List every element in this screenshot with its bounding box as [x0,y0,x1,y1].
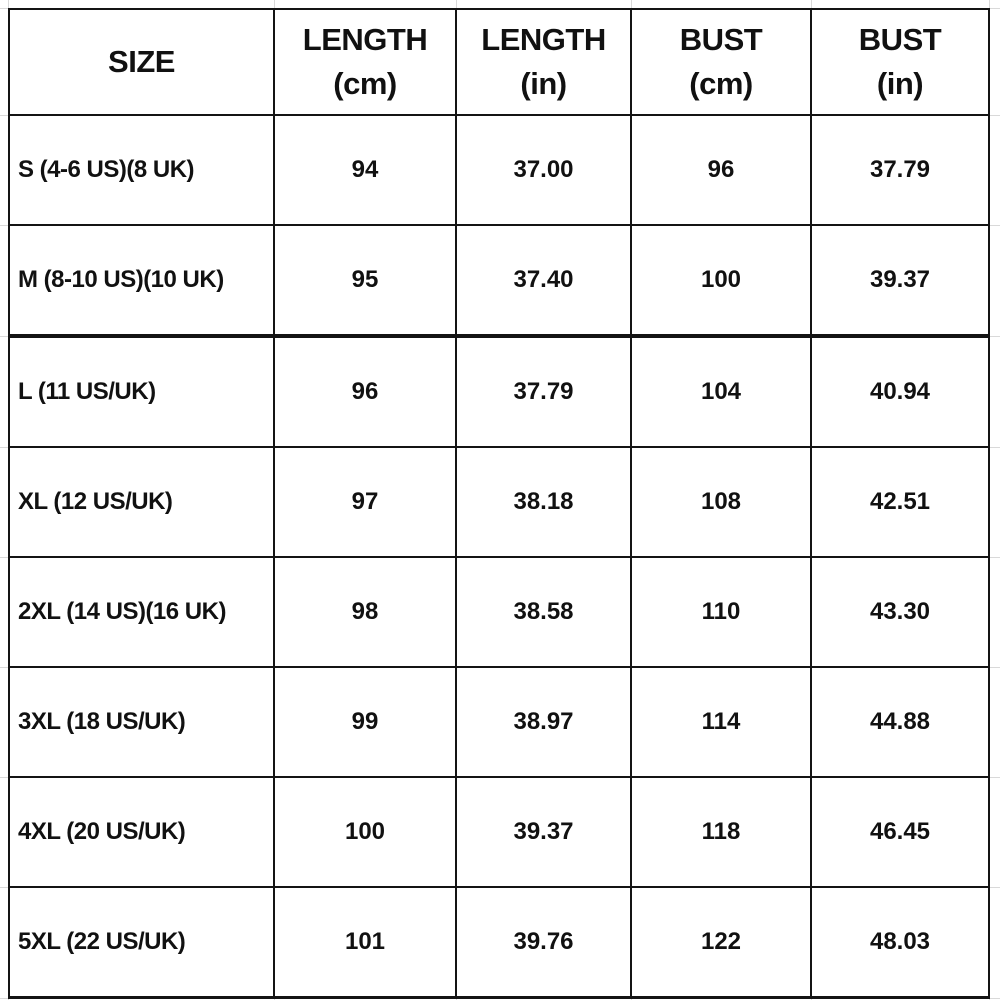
bust-cm-cell: 110 [631,557,811,667]
gridline-stub [0,777,8,778]
column-header-label: LENGTH [302,22,428,57]
bust-in-cell: 46.45 [811,777,989,887]
gridline-stub [990,667,1000,668]
gridline-stub [990,777,1000,778]
size-cell: 2XL (14 US)(16 UK) [9,557,274,667]
size-cell: 5XL (22 US/UK) [9,887,274,998]
bust-cm-cell: 114 [631,667,811,777]
length-in-cell: 37.40 [456,225,631,336]
gridline-stub [0,557,8,558]
length-cm-cell: 101 [274,887,456,998]
length-in-cell: 38.18 [456,447,631,557]
length-cm-cell: 98 [274,557,456,667]
size-cell: 4XL (20 US/UK) [9,777,274,887]
size-cell: L (11 US/UK) [9,336,274,447]
length-in-cell: 37.00 [456,115,631,225]
column-header-length-in [456,9,631,115]
size-cell: S (4-6 US)(8 UK) [9,115,274,225]
length-in-cell: 39.37 [456,777,631,887]
gridline-stub [0,225,8,226]
size-cell: 3XL (18 US/UK) [9,667,274,777]
table-row-4xl [9,777,989,887]
length-in-cell: 39.76 [456,887,631,998]
column-header-label: SIZE [108,44,175,79]
bust-in-cell: 48.03 [811,887,989,998]
bust-in-cell: 37.79 [811,115,989,225]
size-cell: M (8-10 US)(10 UK) [9,225,274,336]
column-header-bust-cm [631,9,811,115]
column-header-bust-in [811,9,989,115]
gridline-stub [0,998,8,999]
length-cm-cell: 97 [274,447,456,557]
length-cm-cell: 95 [274,225,456,336]
table-row-l [9,336,989,447]
length-in-cell: 37.79 [456,336,631,447]
bust-cm-cell: 100 [631,225,811,336]
column-header-unit: (in) [520,66,567,101]
column-header-length-cm [274,9,456,115]
length-in-cell: 38.58 [456,557,631,667]
gridline-stub [0,8,8,9]
gridline-stub [990,336,1000,337]
length-cm-cell: 96 [274,336,456,447]
bust-in-cell: 42.51 [811,447,989,557]
gridline-stub [989,0,990,8]
size-chart-table [8,8,990,999]
gridline-stub [990,887,1000,888]
table-row-3xl [9,667,989,777]
gridline-stub [811,0,812,8]
gridline-stub [631,0,632,8]
gridline-stub [990,557,1000,558]
bust-in-cell: 39.37 [811,225,989,336]
gridline-stub [456,0,457,8]
gridline-stub [0,887,8,888]
column-header-unit: (cm) [333,66,397,101]
length-cm-cell: 100 [274,777,456,887]
bust-in-cell: 40.94 [811,336,989,447]
bust-cm-cell: 122 [631,887,811,998]
length-cm-cell: 99 [274,667,456,777]
bust-cm-cell: 96 [631,115,811,225]
bust-cm-cell: 108 [631,447,811,557]
table-row-s [9,115,989,225]
gridline-stub [0,447,8,448]
table-row-xl [9,447,989,557]
gridline-stub [274,0,275,8]
header-row [9,9,989,115]
gridline-stub [990,115,1000,116]
bust-in-cell: 44.88 [811,667,989,777]
gridline-stub [0,336,8,337]
gridline-stub [990,447,1000,448]
column-header-size [9,9,274,115]
bust-cm-cell: 104 [631,336,811,447]
bust-in-cell: 43.30 [811,557,989,667]
size-cell: XL (12 US/UK) [9,447,274,557]
column-header-unit: (cm) [689,66,753,101]
table-row-2xl [9,557,989,667]
gridline-stub [990,8,1000,9]
bust-cm-cell: 118 [631,777,811,887]
length-cm-cell: 94 [274,115,456,225]
gridline-stub [0,667,8,668]
column-header-unit: (in) [876,66,924,101]
table-row-5xl [9,887,989,998]
table-row-m [9,225,989,336]
length-in-cell: 38.97 [456,667,631,777]
column-header-label: BUST [858,22,942,57]
column-header-label: LENGTH [481,22,606,57]
gridline-stub [0,115,8,116]
gridline-stub [990,225,1000,226]
column-header-label: BUST [679,22,763,57]
gridline-stub [990,998,1000,999]
gridline-stub [8,0,9,8]
